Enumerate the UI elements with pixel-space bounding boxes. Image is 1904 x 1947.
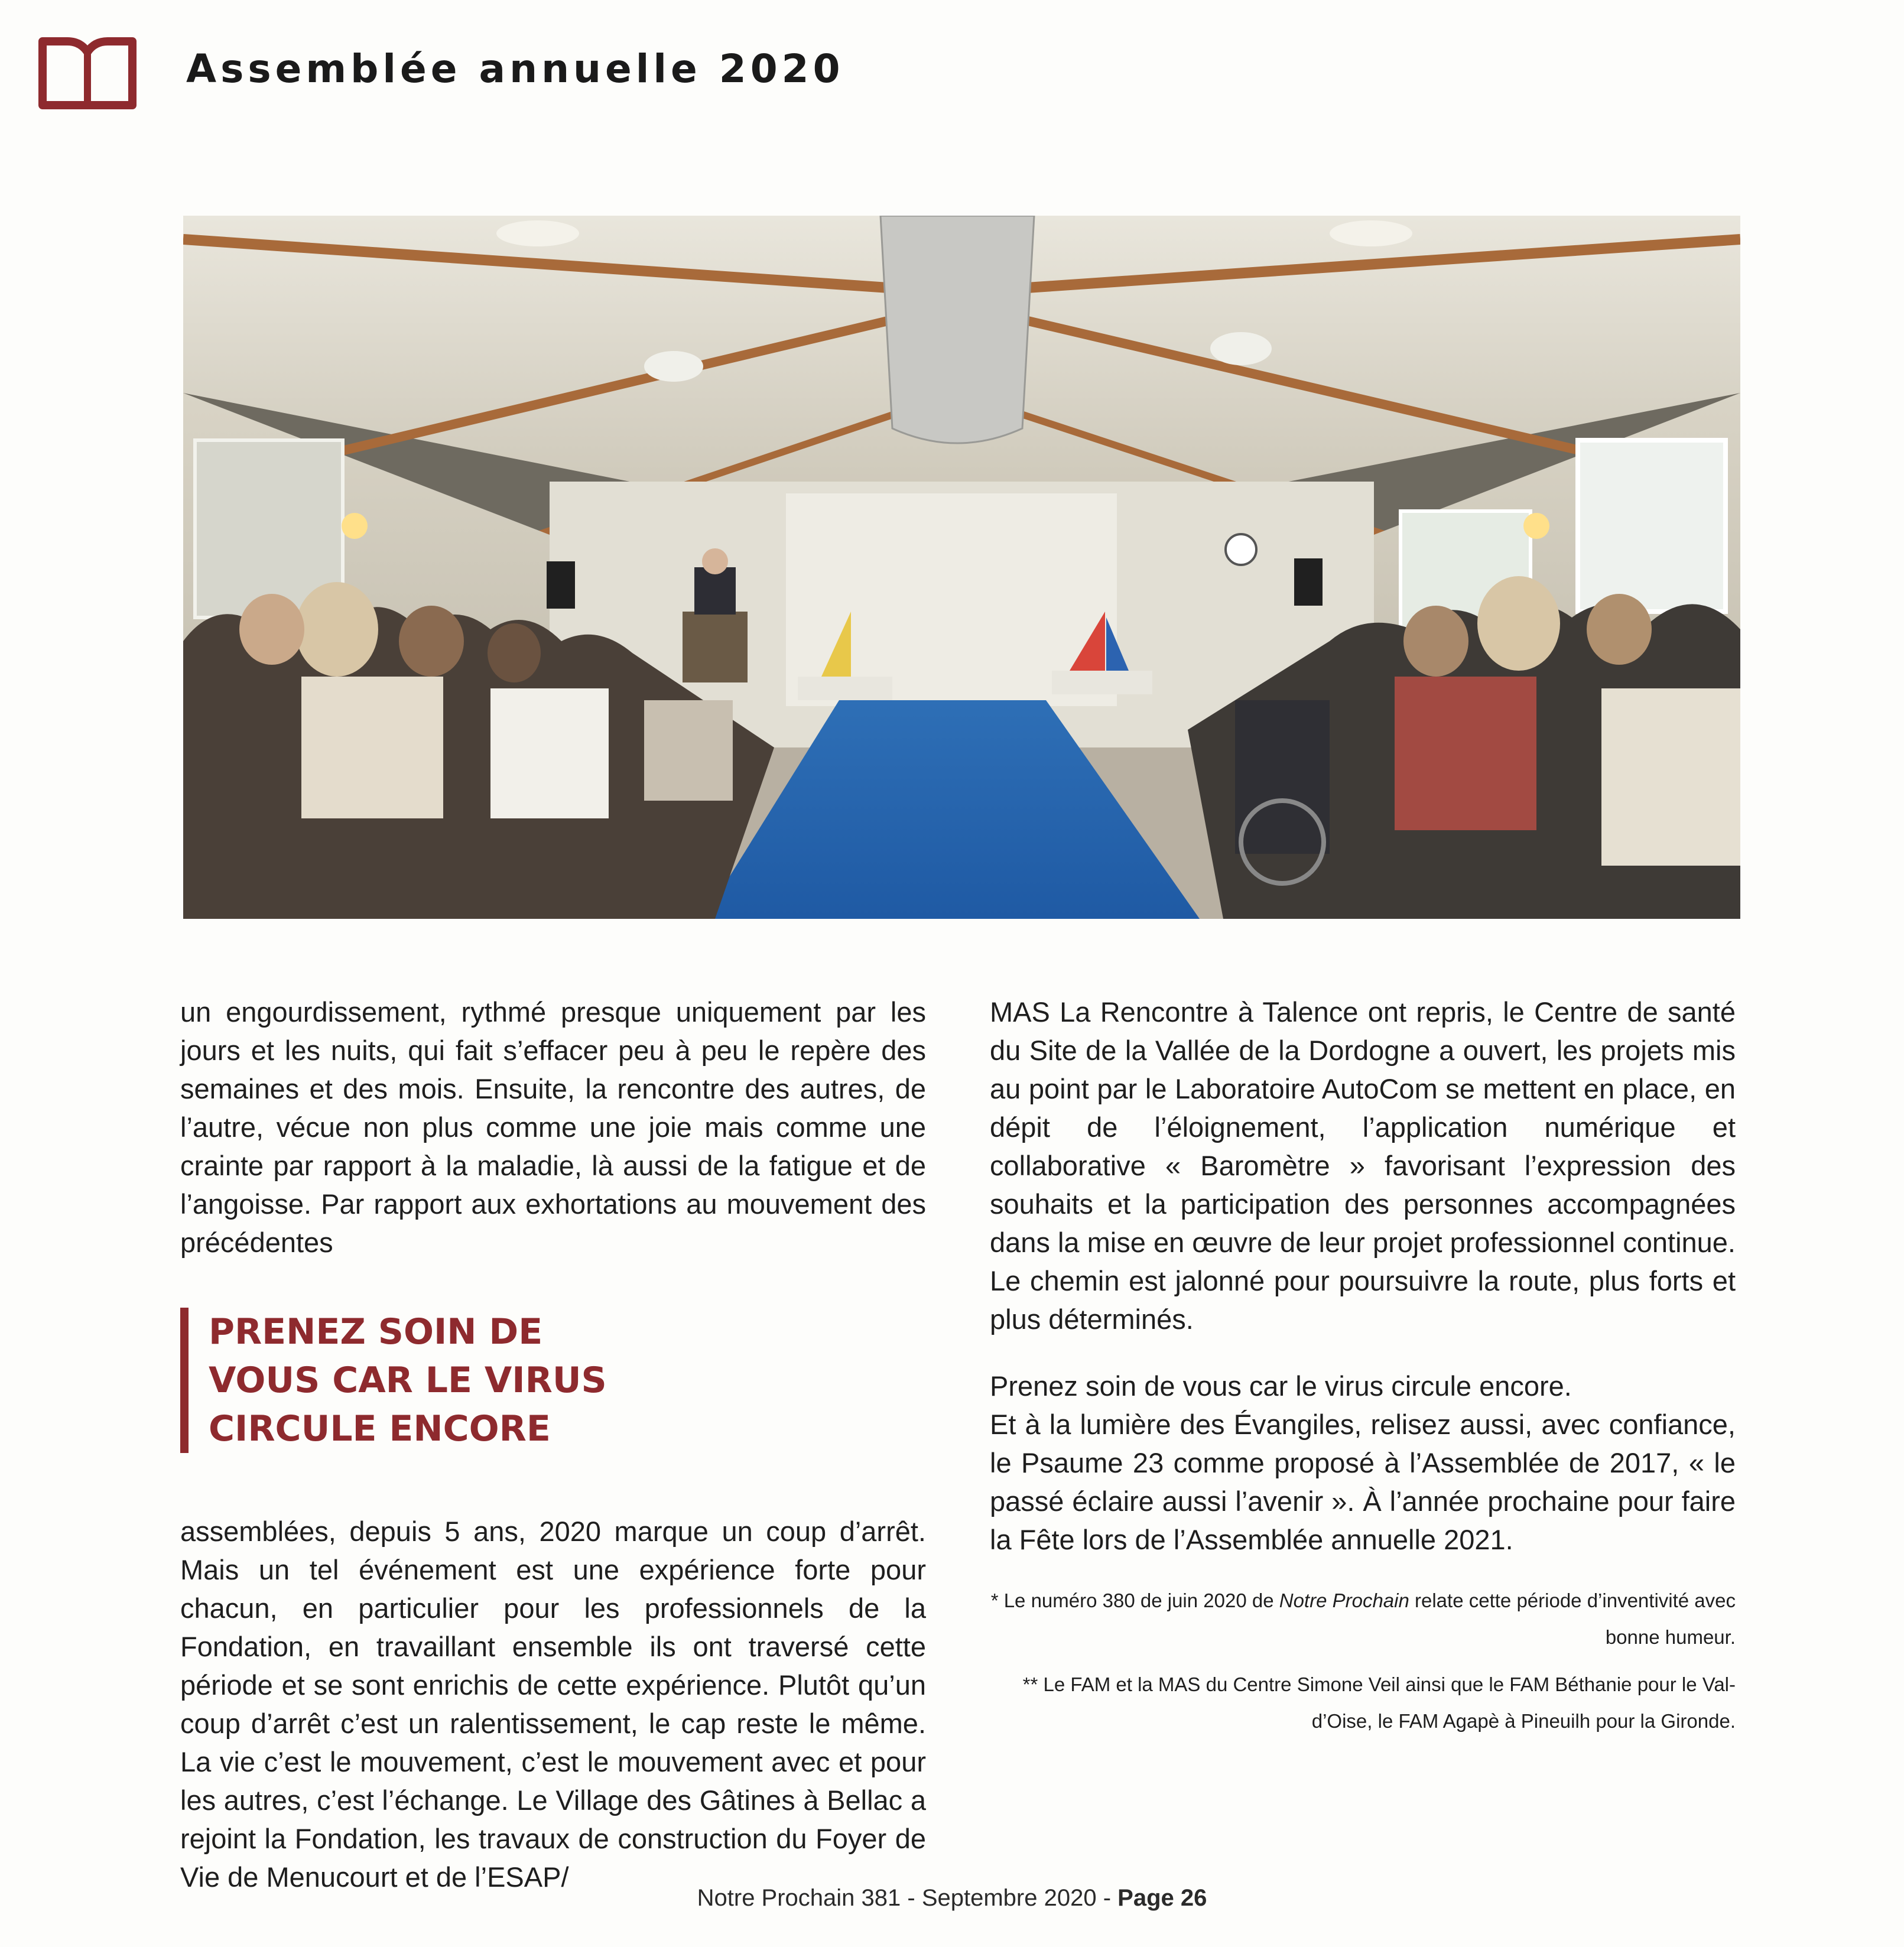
footnote: ** Le FAM et la MAS du Centre Simone Veil ainsi que le FAM Béthanie pour le Val-d’Oise, le FAM Agapè à Pineuilh pour la Gironde. xyxy=(1022,1673,1736,1732)
left-column xyxy=(180,993,926,1910)
publication-title: Notre Prochain xyxy=(1279,1590,1409,1611)
open-book-icon xyxy=(37,34,138,111)
body-paragraph: Prenez soin de vous car le virus circule encore. xyxy=(990,1370,1572,1402)
conference-hall-photo xyxy=(183,216,1740,919)
right-column xyxy=(990,993,1736,1750)
page-footer xyxy=(0,1885,1904,1912)
body-paragraph: assemblées, depuis 5 ans, 2020 marque un coup d’arrêt. Mais un tel événement est une expérience forte pour chacun, en particulier pour les professionnels de la Fondation, en travaillant ensemble ils ont traversé cette période et se sont enrichis de cette expérience. Plutôt qu’un coup d’arrêt c’est un ralentissement, le cap reste le même. La vie c’est le mouvement, c’est le mouvement avec et pour les autres, c’est l’échange. Le Village des Gâtines à Bellac a rejoint la Fondation, les travaux de construction du Foyer de Vie de Menucourt et de l’ESAP/ xyxy=(180,1516,926,1893)
section-subheading: PRENEZ SOIN DE VOUS CAR LE VIRUS CIRCULE ENCORE xyxy=(180,1308,622,1453)
page-number: Page 26 xyxy=(1117,1885,1207,1911)
footnote-marker: ** xyxy=(1022,1673,1038,1695)
body-paragraph: un engourdissement, rythmé presque uniquement par les jours et les nuits, qui fait s’effacer peu à peu le repère des semaines et des mois. Ensuite, la rencontre des autres, de l’autre, vécue non plus comme une joie mais comme une crainte par rapport à la maladie, là aussi de la fatigue et de l’angoisse. Par rapport aux exhortations au mouvement des précédentes xyxy=(180,996,926,1258)
body-paragraph: Et à la lumière des Évangiles, relisez aussi, avec confiance, le Psaume 23 comme proposé à l’Assemblée de 2017, « le passé éclaire aussi l’avenir ». À l’année prochaine pour faire la Fête lors de l’Assemblée annuelle 2021. xyxy=(990,1409,1736,1555)
footnote-marker: * xyxy=(990,1590,999,1611)
footer-text: Notre Prochain 381 - Septembre 2020 - xyxy=(697,1885,1118,1911)
footnote: * Le numéro 380 de juin 2020 de Notre Prochain relate cette période d’inventivité avec bonne humeur. xyxy=(990,1590,1736,1648)
page-title: Assemblée annuelle 2020 xyxy=(186,46,844,92)
body-paragraph: MAS La Rencontre à Talence ont repris, le Centre de santé du Site de la Vallée de la Dordogne a ouvert, les projets mis au point par le Laboratoire AutoCom se mettent en place, en dépit de l’éloignement, l’application numérique et collaborative « Baromètre » favorisant l’expression des souhaits et la participation des personnes accompagnées dans la mise en œuvre de leur projet professionnel continue. Le chemin est jalonné pour poursuivre la route, plus forts et plus déterminés. xyxy=(990,996,1736,1335)
